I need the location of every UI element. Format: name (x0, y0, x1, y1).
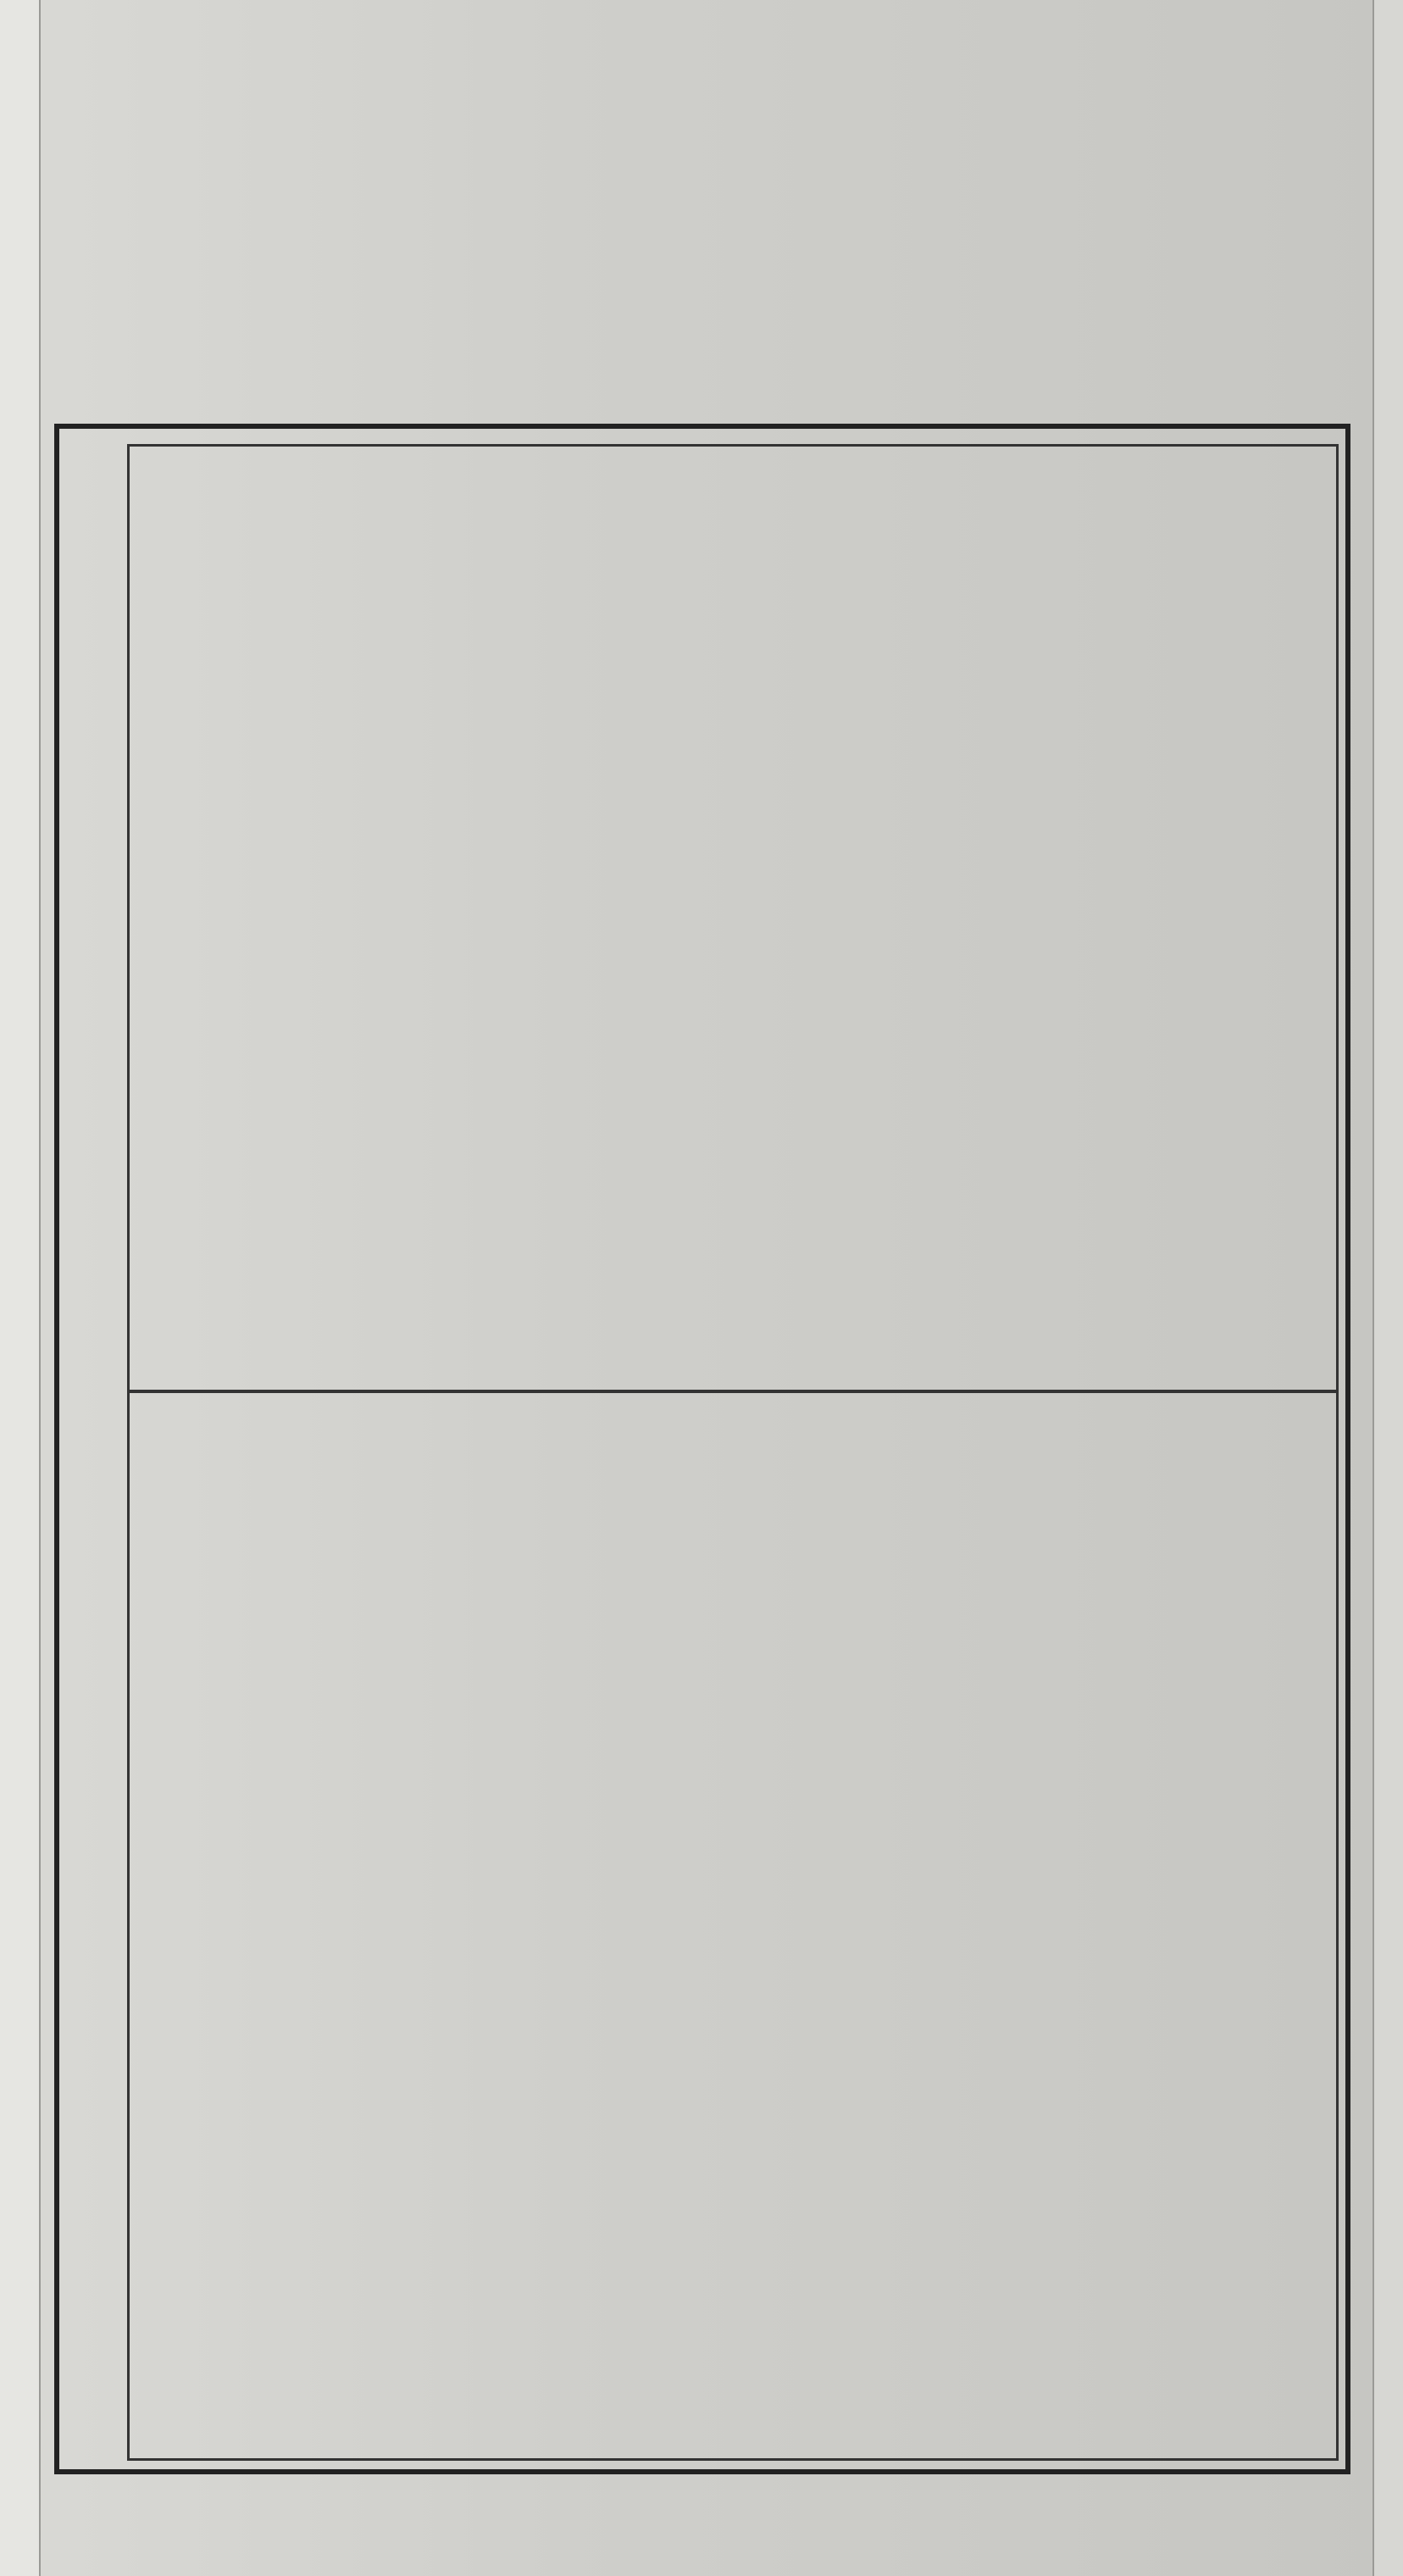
left-page-edge (0, 0, 41, 2576)
frame-horizontal-divider (127, 1390, 1339, 1393)
right-page-edge (1372, 0, 1403, 2576)
inner-frame (127, 444, 1339, 2461)
